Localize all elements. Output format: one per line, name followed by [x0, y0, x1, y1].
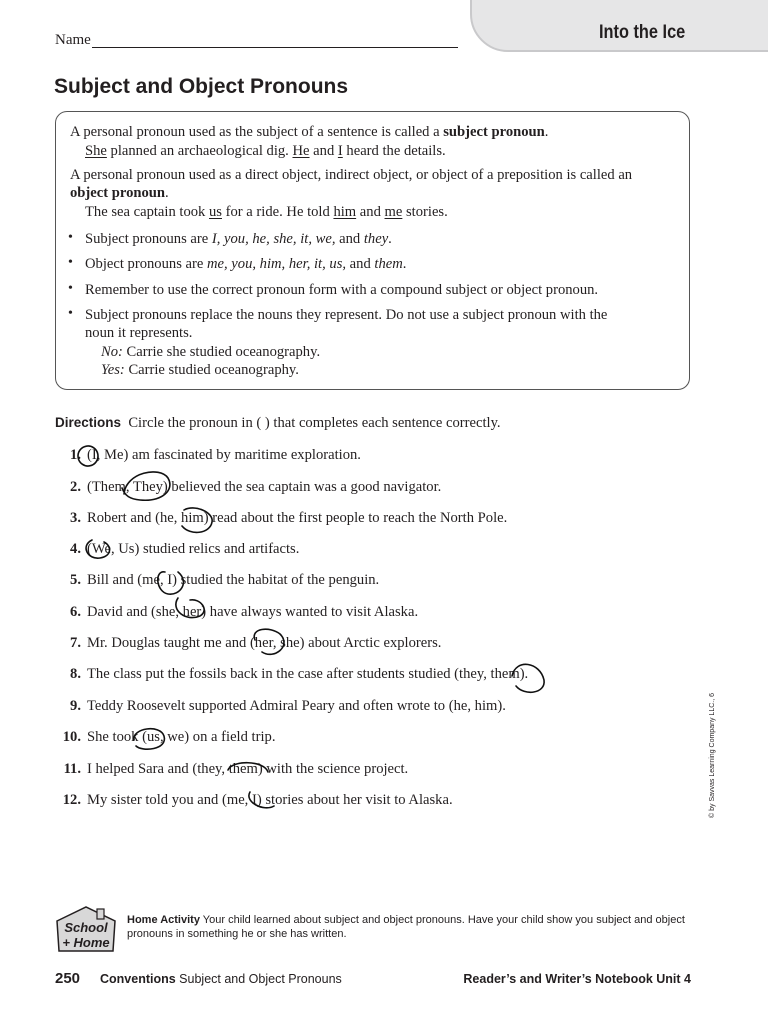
- svg-text:+ Home: + Home: [62, 935, 110, 950]
- footer-notebook: Reader’s and Writer’s Notebook Unit 4: [463, 972, 691, 986]
- exercise-item[interactable]: 6. David and (she, her) have always wanted to visit Alaska.: [70, 604, 419, 620]
- bullet-icon: •: [68, 306, 73, 321]
- exercise-item[interactable]: 1. (I, Me) am fascinated by maritime exploration.: [70, 447, 361, 463]
- bullet-subject-list: Subject pronouns are I, you, he, she, it, we, and they.: [85, 231, 392, 247]
- home-activity: Home Activity Your child learned about subject and object pronouns. Have your child show you subject and object pronouns in something he or she has written.: [127, 914, 685, 940]
- rule-object-example: The sea captain took us for a ride. He told him and me stories.: [85, 204, 448, 220]
- name-field[interactable]: [92, 47, 458, 48]
- exercise-item[interactable]: 2. (Them, They) believed the sea captain was a good navigator.: [70, 479, 442, 495]
- page-number: 250: [55, 970, 81, 987]
- exercise-item[interactable]: 9. Teddy Roosevelt supported Admiral Peary and often wrote to (he, him).: [70, 698, 506, 714]
- svg-text:School: School: [64, 920, 108, 935]
- name-label: Name: [55, 32, 91, 48]
- rule-object-definition: A personal pronoun used as a direct object, indirect object, or object of a preposition is called an: [70, 167, 633, 183]
- exercise-item[interactable]: 5. Bill and (me, I) studied the habitat of the penguin.: [70, 572, 380, 588]
- exercise-item[interactable]: 7. Mr. Douglas taught me and (her, she) about Arctic explorers.: [70, 635, 442, 651]
- rule-subject-definition: A personal pronoun used as the subject of a sentence is called a subject pronoun.: [70, 124, 549, 140]
- example-yes: Yes: Carrie studied oceanography.: [101, 362, 299, 378]
- copyright-notice: © by Savvas Learning Company LLC., 6: [709, 692, 716, 818]
- rule-object-definition-end: object pronoun.: [70, 185, 169, 201]
- bullet-replace-rule-end: noun it represents.: [85, 325, 193, 341]
- exercise-item[interactable]: 8. The class put the fossils back in the case after students studied (they, them).: [70, 666, 529, 682]
- exercise-item[interactable]: 4. (We, Us) studied relics and artifacts.: [70, 541, 300, 557]
- bullet-compound-rule: Remember to use the correct pronoun form with a compound subject or object pronoun.: [85, 282, 599, 298]
- school-home-logo-icon: [53, 905, 119, 953]
- exercise-item[interactable]: 10. She took (us, we) on a field trip.: [62, 729, 276, 745]
- directions: Directions Circle the pronoun in ( ) that completes each sentence correctly.: [55, 415, 501, 431]
- bullet-icon: •: [68, 255, 73, 270]
- bullet-icon: •: [68, 281, 73, 296]
- rule-box: [55, 111, 690, 390]
- exercise-item[interactable]: 3. Robert and (he, him) read about the first people to reach the North Pole.: [70, 510, 508, 526]
- bullet-object-list: Object pronouns are me, you, him, her, it, us, and them.: [85, 256, 407, 272]
- bullet-icon: •: [68, 230, 73, 245]
- rule-subject-example: She planned an archaeological dig. He and I heard the details.: [85, 143, 446, 159]
- footer-section: Conventions Subject and Object Pronouns: [100, 972, 342, 986]
- bullet-replace-rule: Subject pronouns replace the nouns they represent. Do not use a subject pronoun with the: [85, 307, 608, 323]
- page-footer: [55, 970, 691, 990]
- example-no: No: Carrie she studied oceanography.: [101, 344, 321, 360]
- page-title: Subject and Object Pronouns: [54, 75, 349, 98]
- exercise-item[interactable]: 12. My sister told you and (me, I) stories about her visit to Alaska.: [62, 792, 453, 808]
- lesson-title: Into the Ice: [599, 22, 686, 43]
- exercise-item[interactable]: 11. I helped Sara and (they, them) with the science project.: [63, 761, 409, 777]
